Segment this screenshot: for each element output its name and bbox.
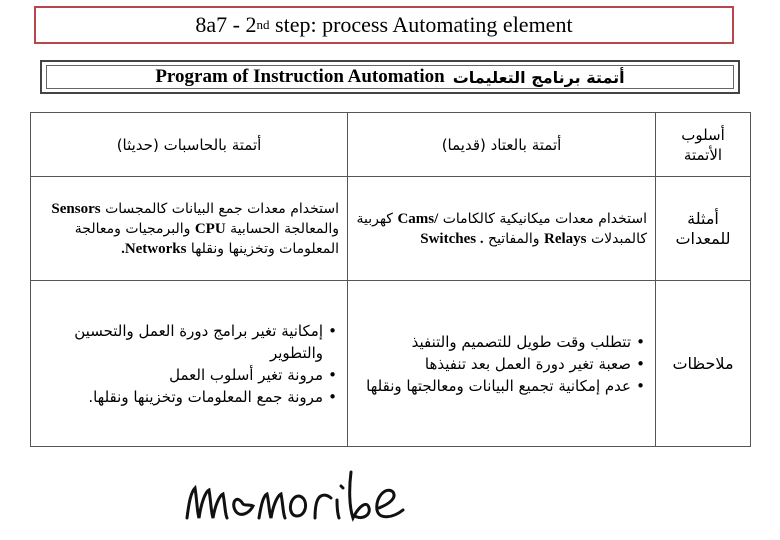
examples-computer-networks: Networks. xyxy=(121,240,187,257)
examples-computer xyxy=(31,177,348,281)
examples-hardware-text-3: والمفاتيح xyxy=(488,230,540,247)
examples-hardware-switches: . Switches xyxy=(420,230,484,247)
title-rest: step: process Automating element xyxy=(269,12,573,37)
examples-computer-cpu: CPU xyxy=(194,220,226,237)
examples-computer-text-2: والمعالجة الحسابية xyxy=(230,220,339,237)
table-header-row xyxy=(31,113,751,177)
subtitle-latin: Program of Instruction Automation xyxy=(155,66,445,87)
notes-hardware xyxy=(348,281,656,447)
header-hardware: أتمتة بالعتاد (قديما) xyxy=(348,113,656,177)
list-item: • صعبة تغير دورة العمل بعد تنفيذها xyxy=(356,353,631,375)
examples-label: أمثلة للمعدات xyxy=(656,177,751,281)
list-item: • مرونة جمع المعلومات وتخزينها ونقلها. xyxy=(39,386,323,408)
examples-hardware-relays: Relays xyxy=(544,230,587,247)
list-item: • مرونة تغير أسلوب العمل xyxy=(39,364,323,386)
slide-title xyxy=(34,6,734,44)
list-item: • تتطلب وقت طويل للتصميم والتنفيذ xyxy=(356,331,631,353)
handwritten-signature xyxy=(175,460,415,530)
examples-computer-text-1: استخدام معدات جمع البيانات كالمجسات xyxy=(105,200,339,217)
title-superscript: nd xyxy=(256,17,270,32)
examples-computer-sensors: Sensors xyxy=(51,200,101,217)
header-computer: أتمتة بالحاسبات (حديثا) xyxy=(31,113,348,177)
subtitle-inner xyxy=(46,65,734,89)
examples-hardware-cams: /Cams xyxy=(397,210,439,227)
notes-hardware-list xyxy=(356,331,647,397)
header-method: أسلوب الأتمتة xyxy=(656,113,751,177)
notes-row xyxy=(31,281,751,447)
notes-computer xyxy=(31,281,348,447)
examples-hardware-text-2: كهربية كالمبدلات xyxy=(356,210,647,247)
examples-row xyxy=(31,177,751,281)
notes-label: ملاحظات xyxy=(656,281,751,447)
comparison-table xyxy=(30,112,751,447)
subtitle-arabic: أتمتة برنامج التعليمات xyxy=(452,67,625,87)
title-prefix: 8a7 - 2 xyxy=(195,12,257,37)
examples-hardware-text-1: استخدام معدات ميكانيكية كالكامات xyxy=(442,210,647,227)
notes-computer-list xyxy=(39,320,339,408)
examples-hardware xyxy=(348,177,656,281)
examples-computer-text-3: والبرمجيات ومعالجة المعلومات وتخزينها ونقلها xyxy=(74,220,339,257)
subtitle-box xyxy=(40,60,740,94)
list-item: • عدم إمكانية تجميع البيانات ومعالجتها ونقلها xyxy=(356,375,631,397)
list-item: • إمكانية تغير برامج دورة العمل والتحسين والتطوير xyxy=(39,320,323,364)
